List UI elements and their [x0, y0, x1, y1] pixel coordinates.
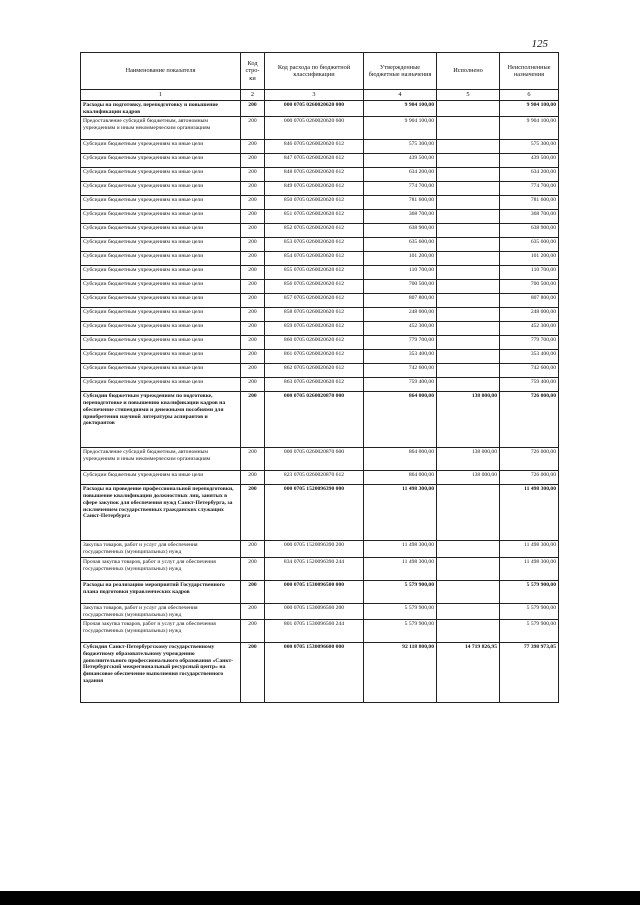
column-number: 2 — [241, 90, 265, 101]
table-row — [81, 154, 559, 168]
row-unexecuted-amount: 248 000,00 — [500, 308, 559, 322]
column-number: 5 — [437, 90, 500, 101]
row-executed-amount — [437, 485, 500, 541]
row-unexecuted-amount: 9 904 100,00 — [500, 117, 559, 140]
row-name: Субсидии бюджетным учреждениям на иные цели — [81, 210, 241, 224]
row-executed-amount: 14 719 826,95 — [437, 643, 500, 703]
row-unexecuted-amount: 759 400,00 — [500, 378, 559, 392]
row-approved-amount: 92 118 800,00 — [364, 643, 437, 703]
row-approved-amount: 779 700,00 — [364, 336, 437, 350]
row-name: Закупка товаров, работ и услуг для обеспечения государственных (муниципальных) нужд — [81, 541, 241, 557]
row-line-code: 200 — [241, 182, 265, 196]
row-unexecuted-amount: 110 700,00 — [500, 266, 559, 280]
row-approved-amount: 9 904 100,00 — [364, 101, 437, 117]
row-line-code: 200 — [241, 322, 265, 336]
table-row — [81, 266, 559, 280]
row-approved-amount: 101 200,00 — [364, 252, 437, 266]
table-row — [81, 280, 559, 294]
row-budget-code: 000 0705 1520096390 000 — [265, 485, 364, 541]
row-budget-code: 847 0705 0260020620 612 — [265, 154, 364, 168]
column-number-row — [81, 90, 559, 101]
row-name: Субсидии бюджетным учреждениям на иные цели — [81, 182, 241, 196]
row-line-code: 200 — [241, 364, 265, 378]
table-row — [81, 294, 559, 308]
row-budget-code: 000 0705 0260020870 000 — [265, 392, 364, 448]
row-line-code: 200 — [241, 294, 265, 308]
row-executed-amount — [437, 336, 500, 350]
table-row — [81, 308, 559, 322]
row-executed-amount — [437, 557, 500, 580]
row-approved-amount: 452 300,00 — [364, 322, 437, 336]
row-unexecuted-amount: 5 579 900,00 — [500, 620, 559, 643]
page-number: 125 — [531, 38, 548, 50]
row-line-code: 200 — [241, 266, 265, 280]
row-executed-amount — [437, 154, 500, 168]
row-approved-amount: 439 500,00 — [364, 154, 437, 168]
row-name: Субсидии бюджетным учреждениям на иные цели — [81, 308, 241, 322]
row-executed-amount — [437, 308, 500, 322]
row-budget-code: 846 0705 0260020620 612 — [265, 140, 364, 154]
row-approved-amount: 742 600,00 — [364, 364, 437, 378]
row-line-code: 200 — [241, 603, 265, 619]
row-budget-code: 861 0705 0260020620 612 — [265, 350, 364, 364]
scan-bottom-edge — [0, 891, 640, 905]
row-line-code: 200 — [241, 154, 265, 168]
row-budget-code: 000 0705 1530096500 200 — [265, 603, 364, 619]
row-unexecuted-amount: 807 800,00 — [500, 294, 559, 308]
row-executed-amount — [437, 117, 500, 140]
row-approved-amount: 864 000,00 — [364, 392, 437, 448]
table-row — [81, 620, 559, 643]
table-row — [81, 336, 559, 350]
row-approved-amount: 759 400,00 — [364, 378, 437, 392]
row-unexecuted-amount: 700 500,00 — [500, 280, 559, 294]
row-unexecuted-amount: 635 600,00 — [500, 238, 559, 252]
table-row — [81, 643, 559, 703]
row-budget-code: 860 0705 0260020620 612 — [265, 336, 364, 350]
header-unexecuted: Неисполненные назначения — [500, 53, 559, 90]
row-unexecuted-amount: 77 398 973,05 — [500, 643, 559, 703]
row-name: Прочая закупка товаров, работ и услуг для обеспечения государственных (муниципальных) нужд — [81, 557, 241, 580]
row-budget-code: 000 0705 1530096500 000 — [265, 580, 364, 603]
row-unexecuted-amount: 11 498 300,00 — [500, 541, 559, 557]
table-row — [81, 471, 559, 485]
row-name: Субсидии бюджетным учреждениям на иные цели — [81, 364, 241, 378]
row-name: Субсидии бюджетным учреждениям на иные цели — [81, 471, 241, 485]
row-unexecuted-amount: 774 700,00 — [500, 182, 559, 196]
row-name: Предоставление субсидий бюджетным, автономным учреждениям и иным некоммерческим организациям — [81, 448, 241, 471]
table-body — [81, 101, 559, 703]
header-indicator-name: Наименование показателя — [81, 53, 241, 90]
column-number: 6 — [500, 90, 559, 101]
row-name: Субсидии бюджетным учреждениям на иные цели — [81, 378, 241, 392]
row-executed-amount: 138 000,00 — [437, 471, 500, 485]
table-row — [81, 557, 559, 580]
row-executed-amount — [437, 210, 500, 224]
row-line-code: 200 — [241, 392, 265, 448]
row-unexecuted-amount: 5 579 900,00 — [500, 603, 559, 619]
row-executed-amount — [437, 378, 500, 392]
row-approved-amount: 5 579 900,00 — [364, 580, 437, 603]
column-number: 4 — [364, 90, 437, 101]
row-approved-amount: 11 498 300,00 — [364, 557, 437, 580]
row-line-code: 200 — [241, 224, 265, 238]
row-unexecuted-amount: 11 498 300,00 — [500, 485, 559, 541]
row-executed-amount — [437, 140, 500, 154]
row-executed-amount — [437, 101, 500, 117]
row-approved-amount: 575 300,00 — [364, 140, 437, 154]
row-executed-amount — [437, 580, 500, 603]
row-name: Субсидии бюджетным учреждениям на иные цели — [81, 350, 241, 364]
row-approved-amount: 638 900,00 — [364, 224, 437, 238]
row-unexecuted-amount: 781 600,00 — [500, 196, 559, 210]
row-unexecuted-amount: 9 904 100,00 — [500, 101, 559, 117]
row-line-code: 200 — [241, 252, 265, 266]
row-approved-amount: 864 000,00 — [364, 471, 437, 485]
table-row — [81, 541, 559, 557]
row-approved-amount: 110 700,00 — [364, 266, 437, 280]
row-budget-code: 858 0705 0260020620 612 — [265, 308, 364, 322]
row-executed-amount — [437, 168, 500, 182]
row-line-code: 200 — [241, 336, 265, 350]
row-line-code: 200 — [241, 168, 265, 182]
row-approved-amount: 248 000,00 — [364, 308, 437, 322]
row-budget-code: 862 0705 0260020620 612 — [265, 364, 364, 378]
row-approved-amount: 774 700,00 — [364, 182, 437, 196]
row-unexecuted-amount: 5 579 900,00 — [500, 580, 559, 603]
row-name: Субсидии бюджетным учреждениям на иные цели — [81, 224, 241, 238]
row-line-code: 200 — [241, 541, 265, 557]
column-number: 3 — [265, 90, 364, 101]
row-line-code: 200 — [241, 557, 265, 580]
row-name: Субсидии бюджетным учреждениям на иные цели — [81, 266, 241, 280]
row-name: Расходы на реализацию мероприятий Государственного плана подготовки управленческих кадров — [81, 580, 241, 603]
row-budget-code: 848 0705 0260020620 612 — [265, 168, 364, 182]
row-unexecuted-amount: 368 700,00 — [500, 210, 559, 224]
row-name: Субсидии бюджетным учреждениям на иные цели — [81, 322, 241, 336]
row-unexecuted-amount: 439 500,00 — [500, 154, 559, 168]
row-line-code: 200 — [241, 280, 265, 294]
row-executed-amount — [437, 350, 500, 364]
row-name: Субсидии бюджетным учреждениям по подготовке, переподготовке и повышению квалификации кадров на обеспечение стипендиями и денежными пособиями для приобретения научной литературы аспирантов и докторантов — [81, 392, 241, 448]
table-header-row — [81, 53, 559, 90]
budget-execution-table — [80, 52, 559, 703]
row-unexecuted-amount: 638 900,00 — [500, 224, 559, 238]
table-row — [81, 238, 559, 252]
row-line-code: 200 — [241, 620, 265, 643]
row-executed-amount — [437, 280, 500, 294]
row-unexecuted-amount: 101 200,00 — [500, 252, 559, 266]
row-executed-amount — [437, 196, 500, 210]
row-approved-amount: 807 800,00 — [364, 294, 437, 308]
row-line-code: 200 — [241, 448, 265, 471]
row-budget-code: 834 0705 1520096390 244 — [265, 557, 364, 580]
row-budget-code: 000 0705 1530096600 000 — [265, 643, 364, 703]
row-budget-code: 854 0705 0260020620 612 — [265, 252, 364, 266]
table-row — [81, 350, 559, 364]
row-unexecuted-amount: 452 300,00 — [500, 322, 559, 336]
table-row — [81, 485, 559, 541]
table-row — [81, 580, 559, 603]
header-executed: Исполнено — [437, 53, 500, 90]
row-budget-code: 801 0705 1530096500 244 — [265, 620, 364, 643]
row-line-code: 200 — [241, 196, 265, 210]
row-name: Субсидии бюджетным учреждениям на иные цели — [81, 140, 241, 154]
row-budget-code: 859 0705 0260020620 612 — [265, 322, 364, 336]
row-approved-amount: 9 904 100,00 — [364, 117, 437, 140]
row-budget-code: 000 0705 0260020870 600 — [265, 448, 364, 471]
row-name: Предоставление субсидий бюджетным, автономным учреждениям и иным некоммерческим организациям — [81, 117, 241, 140]
table-row — [81, 448, 559, 471]
row-executed-amount — [437, 603, 500, 619]
row-executed-amount — [437, 620, 500, 643]
row-approved-amount: 368 700,00 — [364, 210, 437, 224]
row-budget-code: 850 0705 0260020620 612 — [265, 196, 364, 210]
row-executed-amount — [437, 541, 500, 557]
table-row — [81, 196, 559, 210]
row-name: Субсидии бюджетным учреждениям на иные цели — [81, 294, 241, 308]
header-approved: Утвержденные бюджетные назначения — [364, 53, 437, 90]
row-name: Субсидии бюджетным учреждениям на иные цели — [81, 168, 241, 182]
row-line-code: 200 — [241, 643, 265, 703]
row-executed-amount: 138 000,00 — [437, 448, 500, 471]
row-name: Расходы на подготовку, переподготовку и повышение квалификации кадров — [81, 101, 241, 117]
row-line-code: 200 — [241, 140, 265, 154]
row-executed-amount — [437, 294, 500, 308]
row-line-code: 200 — [241, 485, 265, 541]
row-unexecuted-amount: 634 200,00 — [500, 168, 559, 182]
row-approved-amount: 5 579 900,00 — [364, 603, 437, 619]
row-unexecuted-amount: 575 300,00 — [500, 140, 559, 154]
table-row — [81, 322, 559, 336]
row-budget-code: 851 0705 0260020620 612 — [265, 210, 364, 224]
row-name: Субсидии бюджетным учреждениям на иные цели — [81, 280, 241, 294]
row-name: Субсидия Санкт-Петербургскому государственному бюджетному образовательному учреждению дополнительного профессионального образования «Санкт-Петербургский межрегиональный ресурсный центр» на финансовое обеспечение выполнения государственного задания — [81, 643, 241, 703]
row-line-code: 200 — [241, 471, 265, 485]
row-budget-code: 000 0705 0260020620 000 — [265, 101, 364, 117]
row-approved-amount: 5 579 900,00 — [364, 620, 437, 643]
row-name: Субсидии бюджетным учреждениям на иные цели — [81, 154, 241, 168]
row-executed-amount — [437, 238, 500, 252]
row-unexecuted-amount: 11 498 300,00 — [500, 557, 559, 580]
row-approved-amount: 353 400,00 — [364, 350, 437, 364]
row-executed-amount — [437, 322, 500, 336]
row-executed-amount — [437, 266, 500, 280]
row-unexecuted-amount: 353 400,00 — [500, 350, 559, 364]
row-unexecuted-amount: 726 000,00 — [500, 471, 559, 485]
row-line-code: 200 — [241, 350, 265, 364]
row-approved-amount: 11 498 300,00 — [364, 485, 437, 541]
row-line-code: 200 — [241, 580, 265, 603]
row-budget-code: 000 0705 1520096390 200 — [265, 541, 364, 557]
table-row — [81, 168, 559, 182]
row-approved-amount: 781 600,00 — [364, 196, 437, 210]
row-approved-amount: 11 498 300,00 — [364, 541, 437, 557]
row-executed-amount — [437, 224, 500, 238]
header-budget-code: Код расхода по бюджетной классификации — [265, 53, 364, 90]
row-executed-amount: 138 000,00 — [437, 392, 500, 448]
table-row — [81, 101, 559, 117]
row-budget-code: 852 0705 0260020620 612 — [265, 224, 364, 238]
row-unexecuted-amount: 726 000,00 — [500, 392, 559, 448]
row-line-code: 200 — [241, 210, 265, 224]
table-row — [81, 182, 559, 196]
row-approved-amount: 635 600,00 — [364, 238, 437, 252]
table-row — [81, 252, 559, 266]
row-approved-amount: 634 200,00 — [364, 168, 437, 182]
table-row — [81, 140, 559, 154]
row-unexecuted-amount: 726 000,00 — [500, 448, 559, 471]
row-name: Закупка товаров, работ и услуг для обеспечения государственных (муниципальных) нужд — [81, 603, 241, 619]
header-line-code: Код стро-ки — [241, 53, 265, 90]
row-name: Расходы на проведение профессиональной переподготовки, повышение квалификации должностных лиц, занятых в сфере закупок для обеспечения нужд Санкт-Петербурга, за исключением государственных гражданских служащих Санкт-Петербурга — [81, 485, 241, 541]
table-row — [81, 210, 559, 224]
row-line-code: 200 — [241, 101, 265, 117]
row-unexecuted-amount: 742 600,00 — [500, 364, 559, 378]
table-row — [81, 378, 559, 392]
row-approved-amount: 864 000,00 — [364, 448, 437, 471]
row-name: Субсидии бюджетным учреждениям на иные цели — [81, 252, 241, 266]
row-name: Прочая закупка товаров, работ и услуг для обеспечения государственных (муниципальных) нужд — [81, 620, 241, 643]
row-executed-amount — [437, 364, 500, 378]
row-unexecuted-amount: 779 700,00 — [500, 336, 559, 350]
row-executed-amount — [437, 252, 500, 266]
row-approved-amount: 700 500,00 — [364, 280, 437, 294]
row-line-code: 200 — [241, 238, 265, 252]
row-name: Субсидии бюджетным учреждениям на иные цели — [81, 238, 241, 252]
row-executed-amount — [437, 182, 500, 196]
table-row — [81, 224, 559, 238]
table-row — [81, 603, 559, 619]
row-budget-code: 849 0705 0260020620 612 — [265, 182, 364, 196]
table-row — [81, 117, 559, 140]
row-budget-code: 823 0705 0260020870 612 — [265, 471, 364, 485]
row-line-code: 200 — [241, 378, 265, 392]
row-budget-code: 856 0705 0260020620 612 — [265, 280, 364, 294]
row-name: Субсидии бюджетным учреждениям на иные цели — [81, 196, 241, 210]
row-budget-code: 857 0705 0260020620 612 — [265, 294, 364, 308]
row-budget-code: 855 0705 0260020620 612 — [265, 266, 364, 280]
row-line-code: 200 — [241, 117, 265, 140]
row-line-code: 200 — [241, 308, 265, 322]
row-budget-code: 853 0705 0260020620 612 — [265, 238, 364, 252]
row-budget-code: 000 0705 0260020620 600 — [265, 117, 364, 140]
table-row — [81, 392, 559, 448]
column-number: 1 — [81, 90, 241, 101]
table-row — [81, 364, 559, 378]
row-name: Субсидии бюджетным учреждениям на иные цели — [81, 336, 241, 350]
row-budget-code: 863 0705 0260020620 612 — [265, 378, 364, 392]
